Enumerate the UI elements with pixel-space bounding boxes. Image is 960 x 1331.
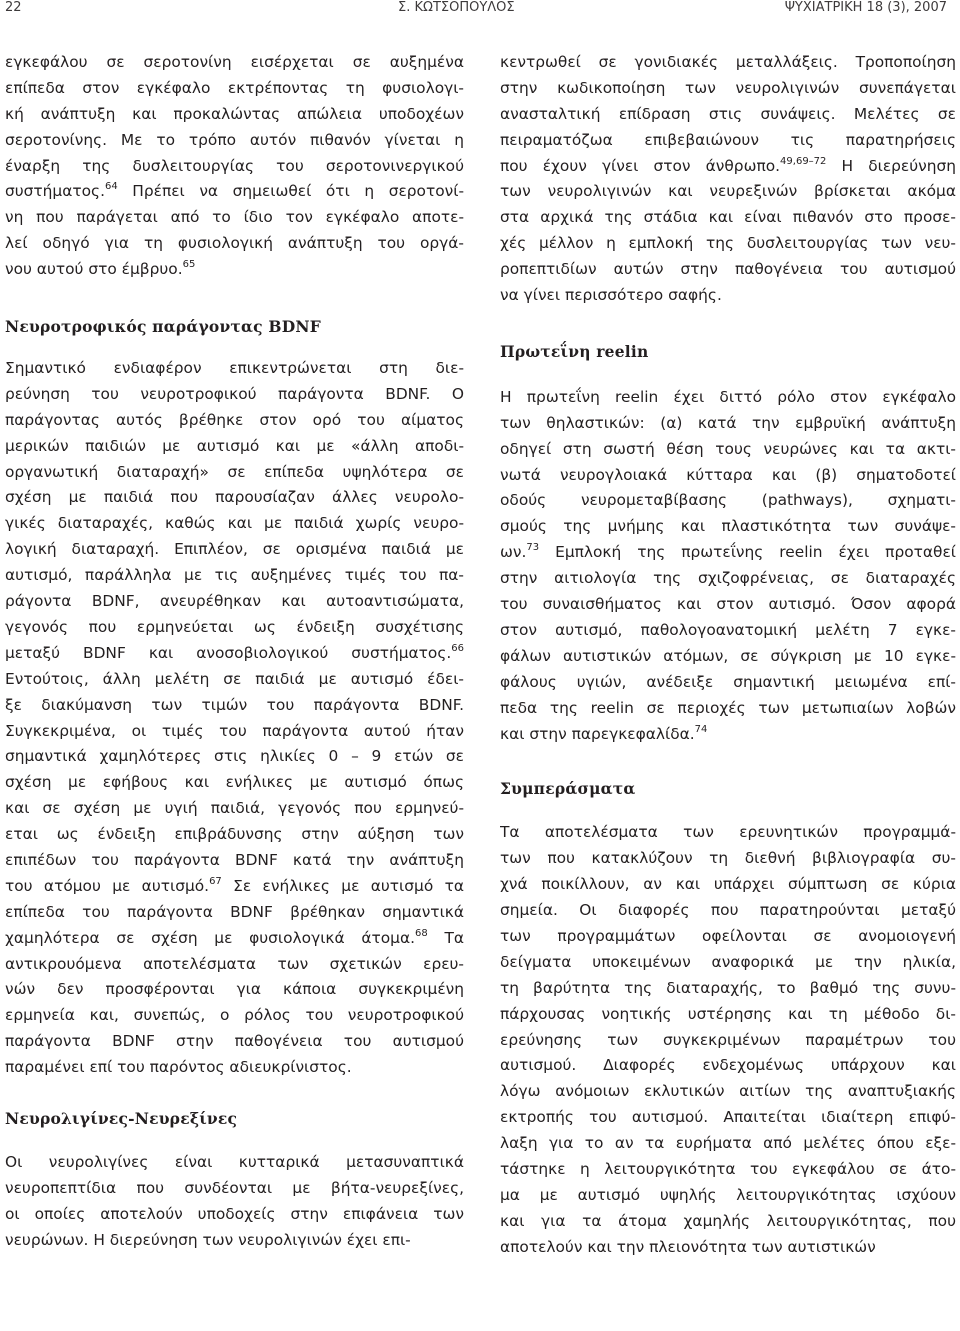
- text-fragment: Τα: [427, 928, 464, 947]
- text-line: των θηλαστικών: (α) κατά την εμβρυϊκή ανάπτυξη: [500, 413, 956, 432]
- text-line: κή ανάπτυξη και προκαλώντας απώλεια υποδοχέων: [5, 104, 464, 123]
- text-line: νωτά νευρογλοιακά κύτταρα και (β) σηματοδοτεί: [500, 465, 956, 484]
- reelin-paragraph: [500, 385, 956, 747]
- text-line: [5, 926, 464, 952]
- running-author: Σ. ΚΩΤΣΟΠΟΥΛΟΣ: [398, 0, 515, 15]
- text-line: μερικών παιδιών με αυτισμό και με «άλλη αποδι-: [5, 436, 464, 455]
- text-line: του συναισθήματος και στον αυτισμό. Όσον αφορά: [500, 595, 956, 614]
- text-line: νευρώνων. Η διερεύνηση των νευρολιγινών έχει επι-: [5, 1230, 411, 1249]
- text-line: αυτισμό, παράλληλα με τις αυξημένες τιμές του πα-: [5, 566, 464, 585]
- text-line: παράγοντας αυτός βρέθηκε στον ορό του αίματος: [5, 410, 464, 429]
- text-line: επίπεδα στον εγκέφαλο εκτρέποντας τη φυσιολογι-: [5, 78, 464, 97]
- text-line: και για τα άτομα χαμηλής λειτουργικότητας, που: [500, 1211, 956, 1230]
- neuroligins-continued-paragraph: [500, 50, 956, 309]
- text-line: των νευρολιγινών και νευρεξινών βρίσκεται ακόμα: [500, 182, 956, 201]
- text-line: [500, 154, 956, 180]
- text-fragment: Εμπλοκή της πρωτεΐνης reelin έχει προταθεί: [539, 543, 956, 562]
- conclusions-paragraph: [500, 820, 956, 1260]
- text-line: εται ως ένδειξη επιβράδυνσης στην αύξηση των: [5, 825, 464, 844]
- text-line: μα με αυτισμό υψηλής λειτουργικότητας ισχύουν: [500, 1185, 956, 1204]
- citation-ref: 49,69–72: [780, 155, 827, 167]
- text-line: γικές διαταραχές, καθώς και με παιδιά χωρίς νευρο-: [5, 514, 464, 533]
- text-line: έναρξη της δυσλειτουργίας του σεροτονινεργικού: [5, 156, 464, 175]
- text-line: [5, 874, 464, 900]
- text-line: [5, 257, 464, 283]
- text-line: νη που παράγεται από το ίδιο τον εγκέφαλο αποτε-: [5, 208, 464, 227]
- text-line: στον αυτισμό, παθολογοανατομική μελέτη 7 εγκε-: [500, 620, 956, 639]
- citation-ref: 73: [526, 542, 540, 554]
- text-line: λαξη για το αν τα ευρήματα από μελέτες όπου εξε-: [500, 1134, 956, 1153]
- text-line: εγκεφάλου σε σεροτονίνη εισέρχεται σε αυξημένα: [5, 53, 464, 71]
- text-line: ερεύνησης των συγκεκριμένων παραμέτρων του: [500, 1030, 956, 1049]
- text-line: ρεύνηση του νευροτροφικού παράγοντα BDNF. Ο: [5, 384, 464, 403]
- text-fragment: Η διερεύνηση: [826, 156, 956, 175]
- text-line: να γίνει περισσότερο σαφής.: [500, 286, 722, 305]
- section-heading-conclusions: Συμπεράσματα: [500, 779, 636, 799]
- text-line: οδούς νευρομεταβίβασης (pathways), σχηματι-: [500, 491, 956, 510]
- text-line: πάρχουσας νοητικής υστέρησης και τη μέθοδο δι-: [500, 1004, 956, 1023]
- text-line: εκτροπής του αυτισμού. Απαιτείται ιδιαίτερη επιφύ-: [500, 1108, 956, 1127]
- text-line: στην αιτιολογία της σχιζοφρένειας, σε διαταραχές: [500, 569, 956, 588]
- text-line: λόγω ανόμοιων εκλυτικών αιτίων της αναπτυξιακής: [500, 1082, 956, 1101]
- text-line: σημαντικά χαμηλότερες στις ηλικίες 0 – 9 ετών σε: [5, 747, 464, 766]
- text-line: αποτελούν και την πλειονότητα των αυτιστικών: [500, 1237, 876, 1256]
- text-fragment: μεταξύ BDNF και ανοσοβιολογικού συστήματος.: [5, 643, 452, 662]
- text-line: οδηγεί στη σωστή θέση τους νευρώνες και τα ακτι-: [500, 439, 956, 458]
- text-line: Οι νευρολιγίνες είναι κυτταρικά μετασυναπτικά: [5, 1152, 464, 1171]
- text-line: σημεία. Οι διαφορές που παρατηρούνται μεταξύ: [500, 901, 956, 920]
- section-heading-reelin: Πρωτεΐνη reelin: [500, 341, 649, 361]
- running-header: [0, 0, 960, 20]
- text-line: σχέση με παιδιά που παρουσίαζαν άλλες νευρολο-: [5, 488, 464, 507]
- text-line: των προγραμμάτων οφείλονται σε ανομοιογενή: [500, 926, 956, 945]
- section-heading-neuroligins: Νευρολιγίνες-Νευρεξίνες: [5, 1108, 238, 1128]
- text-line: παραμένει επί του παρόντος αδιευκρίνιστος.: [5, 1058, 352, 1077]
- citation-ref: 74: [694, 723, 708, 735]
- text-line: νευροπεπτίδια που συνδέονται με βήτα-νευρεξίνες,: [5, 1178, 464, 1197]
- text-line: παράγοντα BDNF στην παθογένεια του αυτισμού: [5, 1032, 464, 1051]
- text-line: Εντούτοις, άλλη μελέτη σε παιδιά με αυτισμό έδει-: [5, 669, 464, 688]
- text-line: [5, 179, 464, 205]
- right-column: [500, 50, 956, 1261]
- text-line: φάλους υγιών, ανέδειξε σημαντική μειωμένα επί-: [500, 672, 956, 691]
- left-column: [5, 50, 464, 1254]
- text-line: επίπεδα του παράγοντα BDNF βρέθηκαν σημαντικά: [5, 902, 464, 921]
- text-line: λεί οδηγό για τη φυσιολογική ανάπτυξη του οργά-: [5, 234, 464, 253]
- text-line: [500, 540, 956, 566]
- text-fragment: νου αυτού στο έμβρυο.: [5, 260, 183, 279]
- citation-ref: 66: [451, 642, 464, 654]
- text-line: Συγκεκριμένα, οι τιμές του παράγοντα αυτού ήταν: [5, 721, 464, 740]
- text-line: δείγματα υποκειμένων αναφορικά με την ηλικία,: [500, 952, 956, 971]
- text-line: πεδα της reelin σε περιοχές των μετωπιαίων λοβών: [500, 698, 956, 717]
- text-line: ξε διακύμανση των τιμών του παράγοντα BDNF.: [5, 695, 464, 714]
- text-line: ανασταλτική επίδραση στις συνάψεις. Μελέτες σε: [500, 104, 956, 123]
- text-line: χνά ποικίλλουν, αν και υπάρχει σύμπτωση σε κύρια: [500, 875, 956, 894]
- text-line: στα αρχικά της στάδια και είναι πιθανόν στο προσε-: [500, 208, 956, 227]
- citation-ref: 68: [415, 927, 428, 939]
- text-line: λογική διαταραχή. Επιπλέον, σε ορισμένα παιδιά με: [5, 540, 464, 559]
- text-fragment: συστήματος.: [5, 182, 105, 201]
- citation-ref: 67: [209, 875, 222, 887]
- text-line: ράγοντα BDNF, ανευρέθηκαν και αυτοαντισώματα,: [5, 592, 464, 611]
- text-line: αυτισμού. Διαφορές ενδεχομένως υπάρχουν και: [500, 1056, 956, 1075]
- text-line: πειραματόζωα επιβεβαιώνουν τις παρατηρήσεις: [500, 130, 956, 149]
- text-line: Σημαντικό ενδιαφέρον επικεντρώνεται στη διε-: [5, 359, 464, 378]
- section-heading-bdnf: Νευροτροφικός παράγοντας BDNF: [5, 317, 321, 337]
- text-line: ροπεπτιδίων αυτών στην παθογένεια του αυτισμού: [500, 260, 956, 279]
- text-line: και σε σχέση με υγιή παιδιά, γεγονός που ερμηνεύ-: [5, 799, 464, 818]
- text-line: σχέση με εφήβους και ενήλικες με αυτισμό όπως: [5, 773, 464, 792]
- text-fragment: Σε ενήλικες με αυτισμό τα: [221, 876, 464, 895]
- journal-citation: ΨΥΧΙΑΤΡΙΚΗ 18 (3), 2007: [784, 0, 947, 15]
- text-line: τάστηκε η λειτουργικότητα του εγκεφάλου σε άτο-: [500, 1159, 956, 1178]
- text-fragment: του ατόμου με αυτισμό.: [5, 876, 210, 895]
- bdnf-paragraph: [5, 356, 464, 1081]
- text-line: τη βαρύτητα της διαταραχής, το βαθμό της συνυ-: [500, 978, 956, 997]
- citation-ref: 64: [104, 181, 118, 193]
- text-line: κεντρωθεί σε γονιδιακές μεταλλάξεις. Τροποποίηση: [500, 53, 956, 71]
- text-line: σμούς της μνήμης και πλαστικότητα των συνάψε-: [500, 517, 956, 536]
- neuroligins-paragraph: [5, 1150, 464, 1254]
- text-line: αντικρουόμενα αποτελέσματα των σχετικών ερευ-: [5, 954, 464, 973]
- text-line: επιπέδων του παράγοντα BDNF κατά την ανάπτυξη: [5, 850, 464, 869]
- text-line: χές μέλλον η εμπλοκή της δυσλειτουργίας των νευ-: [500, 234, 956, 253]
- text-fragment: που έχουν γίνει στον άνθρωπο.: [500, 156, 781, 175]
- text-fragment: χαμηλότερα σε σχέση με φυσιολογικά άτομα.: [5, 928, 415, 947]
- text-fragment: Πρέπει να σημειωθεί ότι η σεροτονί-: [117, 182, 464, 201]
- text-fragment: και στην παρεγκεφαλίδα.: [500, 724, 695, 743]
- page-number: 22: [5, 0, 22, 15]
- text-line: στην κωδικοποίηση των νευρολιγινών συνεπάγεται: [500, 78, 956, 97]
- text-line: νών δεν προσφέρονται για κάποια συγκεκριμένη: [5, 980, 464, 999]
- intro-paragraph: [5, 50, 464, 283]
- text-line: γεγονός που ερμηνεύεται ως ένδειξη συσχέτισης: [5, 617, 464, 636]
- text-line: [5, 641, 464, 667]
- text-line: σεροτονίνης. Με το τρόπο αυτόν πιθανόν γίνεται η: [5, 130, 464, 149]
- text-line: Τα αποτελέσματα των ερευνητικών προγραμμά-: [500, 823, 956, 842]
- text-fragment: ων.: [500, 543, 527, 562]
- text-line: ερμηνεία και, συνεπώς, ο ρόλος του νευροτροφικού: [5, 1006, 464, 1025]
- citation-ref: 65: [182, 259, 196, 271]
- text-line: [500, 722, 956, 748]
- text-line: φάλων αυτιστικών ατόμων, σε σύγκριση με 10 εγκε-: [500, 646, 956, 665]
- text-line: των που κατακλύζουν τη διεθνή βιβλιογραφία συ-: [500, 849, 956, 868]
- text-line: οργανωτική διαταραχή» σε επίπεδα υψηλότερα σε: [5, 462, 464, 481]
- text-line: οι οποίες αποτελούν υποδοχείς στην επιφάνεια των: [5, 1204, 464, 1223]
- text-line: Η πρωτεΐνη reelin έχει διττό ρόλο στον εγκέφαλο: [500, 387, 956, 406]
